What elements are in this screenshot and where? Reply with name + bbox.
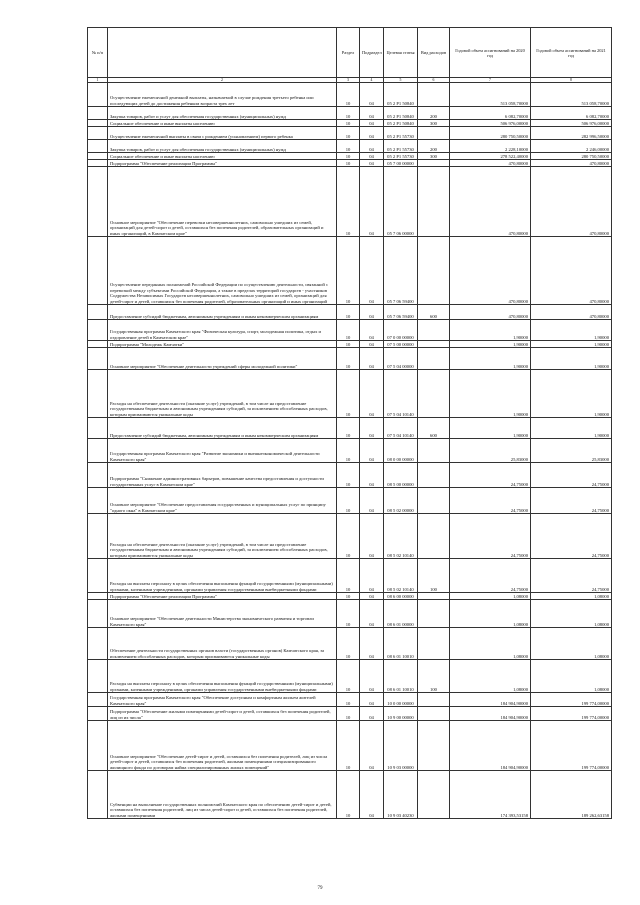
- item-name-cell: Субвенции на выполнение государственных полномочий Камчатского края по обеспечению детей-сирот и детей, оставшихся без попечения родителей, лиц из числа детей-сирот и детей, оставшихся без попечения родителей, жилыми помещениями: [108, 771, 337, 819]
- amount-2020-cell: 1,90000: [450, 341, 531, 348]
- table-row: [88, 418, 612, 439]
- amount-2020-cell: 1,08000: [450, 593, 531, 600]
- expense-type-cell: [418, 83, 450, 107]
- amount-2020-cell: 1,90000: [450, 348, 531, 370]
- article-cell: 08 5 02 00000: [384, 488, 418, 514]
- expense-type-cell: [418, 488, 450, 514]
- budget-table: [87, 27, 612, 819]
- amount-2021-cell: 282 996,50000: [531, 127, 612, 140]
- article-cell: 08 5 02 10140: [384, 559, 418, 593]
- item-name-cell: Расходы на обеспечение деятельности (оказание услуг) учреждений, в том числе на предоставление государственным бюджетным и автономным учреждениям субсидий, за исключением обособленных расходов, которым присваиваются уникальные коды: [108, 514, 337, 559]
- table-row: [88, 593, 612, 600]
- section-cell: 10: [337, 153, 360, 160]
- section-cell: 10: [337, 439, 360, 463]
- amount-2020-cell: 1,08000: [450, 628, 531, 660]
- expense-type-cell: [418, 439, 450, 463]
- row-number-cell: [88, 83, 108, 107]
- subsection-cell: 04: [360, 127, 384, 140]
- expense-type-cell: 200: [418, 107, 450, 120]
- expense-type-cell: [418, 370, 450, 418]
- subsection-cell: 04: [360, 693, 384, 707]
- row-number-cell: [88, 320, 108, 341]
- section-cell: 10: [337, 167, 360, 237]
- section-cell: 10: [337, 593, 360, 600]
- article-cell: 07 5 04 10140: [384, 370, 418, 418]
- item-name-cell: Расходы на выплаты персоналу в целях обеспечения выполнения функций государственными (муниципальными) органами, казенными учреждениями, органами управления государственными внебюджетными фондами: [108, 559, 337, 593]
- header-2021: Годовой объем ассигнований на 2021 год: [531, 28, 612, 78]
- expense-type-cell: [418, 721, 450, 771]
- table-row: [88, 140, 612, 153]
- amount-2021-cell: 280 750,50000: [531, 153, 612, 160]
- amount-2020-cell: 184 904,90000: [450, 721, 531, 771]
- col-number: 3: [337, 78, 360, 83]
- amount-2020-cell: 470,80000: [450, 160, 531, 167]
- table-row: [88, 439, 612, 463]
- amount-2021-cell: 1,90000: [531, 418, 612, 439]
- subsection-cell: 04: [360, 488, 384, 514]
- section-cell: 10: [337, 418, 360, 439]
- article-cell: 07 5 04 10140: [384, 418, 418, 439]
- amount-2021-cell: 1,08000: [531, 628, 612, 660]
- section-cell: 10: [337, 628, 360, 660]
- header-section: Раздел: [337, 28, 360, 78]
- expense-type-cell: [418, 160, 450, 167]
- expense-type-cell: [418, 693, 450, 707]
- expense-type-cell: [418, 707, 450, 721]
- section-cell: 10: [337, 127, 360, 140]
- table-row: [88, 107, 612, 120]
- amount-2020-cell: 25,83000: [450, 439, 531, 463]
- article-cell: 10 9 03 40230: [384, 771, 418, 819]
- amount-2020-cell: 24,75000: [450, 488, 531, 514]
- expense-type-cell: [418, 348, 450, 370]
- section-cell: 10: [337, 693, 360, 707]
- col-number: 4: [360, 78, 384, 83]
- section-cell: 10: [337, 83, 360, 107]
- amount-2021-cell: 1,90000: [531, 341, 612, 348]
- section-cell: 10: [337, 320, 360, 341]
- header-row: [88, 28, 612, 78]
- item-name-cell: Основное мероприятие "Обеспечение деятельности учреждений сферы молодежной политики": [108, 348, 337, 370]
- amount-2021-cell: 24,75000: [531, 488, 612, 514]
- amount-2020-cell: 24,75000: [450, 514, 531, 559]
- amount-2021-cell: 189 262,63158: [531, 771, 612, 819]
- expense-type-cell: 600: [418, 418, 450, 439]
- item-name-cell: Социальное обеспечение и иные выплаты населению: [108, 153, 337, 160]
- expense-type-cell: 200: [418, 140, 450, 153]
- item-name-cell: Закупка товаров, работ и услуг для обеспечения государственных (муниципальных) нужд: [108, 107, 337, 120]
- item-name-cell: Основное мероприятие "Обеспечение перевозки несовершеннолетних, самовольно ушедших из семей, организаций для детей-сирот и детей, оставшихся без попечения родителей, образовательных организаций и иных организаций, в Камчатском крае": [108, 167, 337, 237]
- amount-2021-cell: 1,08000: [531, 660, 612, 693]
- expense-type-cell: [418, 320, 450, 341]
- subsection-cell: 04: [360, 120, 384, 127]
- row-number-cell: [88, 305, 108, 320]
- col-number: 6: [418, 78, 450, 83]
- amount-2020-cell: 470,80000: [450, 167, 531, 237]
- item-name-cell: Государственная программа Камчатского края "Обеспечение доступным и комфортным жильем жителей Камчатского края": [108, 693, 337, 707]
- subsection-cell: 04: [360, 320, 384, 341]
- amount-2020-cell: 513 058,70000: [450, 83, 531, 107]
- amount-2020-cell: 24,75000: [450, 463, 531, 488]
- table-row: [88, 514, 612, 559]
- article-cell: 10 0 00 00000: [384, 693, 418, 707]
- header-num: № п/п: [88, 28, 108, 78]
- item-name-cell: Подпрограмма "Обеспечение реализации Программы": [108, 160, 337, 167]
- amount-2021-cell: 506 976,00000: [531, 120, 612, 127]
- amount-2020-cell: 1,08000: [450, 660, 531, 693]
- item-name-cell: Подпрограмма "Снижение административных барьеров, повышение качества предоставления и доступности государственных услуг в Камчатском крае": [108, 463, 337, 488]
- amount-2020-cell: 1,08000: [450, 600, 531, 628]
- header-name: [108, 28, 337, 78]
- row-number-cell: [88, 127, 108, 140]
- subsection-cell: 04: [360, 628, 384, 660]
- section-cell: 10: [337, 107, 360, 120]
- section-cell: 10: [337, 341, 360, 348]
- expense-type-cell: [418, 600, 450, 628]
- subsection-cell: 04: [360, 370, 384, 418]
- subsection-cell: 04: [360, 237, 384, 305]
- amount-2020-cell: 184 904,90000: [450, 707, 531, 721]
- item-name-cell: Предоставление субсидий бюджетным, автономным учреждениям и иным некоммерческим организациям: [108, 418, 337, 439]
- amount-2021-cell: 1,90000: [531, 370, 612, 418]
- subsection-cell: 04: [360, 160, 384, 167]
- amount-2021-cell: 6 082,70000: [531, 107, 612, 120]
- row-number-cell: [88, 660, 108, 693]
- amount-2021-cell: 199 774,00000: [531, 721, 612, 771]
- article-cell: 08 6 01 00000: [384, 600, 418, 628]
- section-cell: 10: [337, 348, 360, 370]
- amount-2020-cell: 280 750,50000: [450, 127, 531, 140]
- table-row: [88, 628, 612, 660]
- amount-2021-cell: 470,80000: [531, 160, 612, 167]
- amount-2020-cell: 174 393,53158: [450, 771, 531, 819]
- table-row: [88, 693, 612, 707]
- item-name-cell: Закупка товаров, работ и услуг для обеспечения государственных (муниципальных) нужд: [108, 140, 337, 153]
- col-number: 7: [450, 78, 531, 83]
- row-number-cell: [88, 120, 108, 127]
- table-row: [88, 600, 612, 628]
- amount-2021-cell: 470,80000: [531, 237, 612, 305]
- section-cell: 10: [337, 707, 360, 721]
- article-cell: 08 6 01 10010: [384, 660, 418, 693]
- item-name-cell: Расходы на обеспечение деятельности (оказание услуг) учреждений, в том числе на предоставление государственным бюджетным и автономным учреждениям субсидий, за исключением обособленных расходов, которым присваиваются уникальные коды: [108, 370, 337, 418]
- table-body: [88, 83, 612, 819]
- article-cell: 08 0 00 00000: [384, 439, 418, 463]
- subsection-cell: 04: [360, 707, 384, 721]
- section-cell: 10: [337, 660, 360, 693]
- article-cell: 10 9 00 00000: [384, 707, 418, 721]
- subsection-cell: 04: [360, 305, 384, 320]
- row-number-cell: [88, 439, 108, 463]
- row-number-cell: [88, 160, 108, 167]
- amount-2021-cell: 1,90000: [531, 320, 612, 341]
- row-number-cell: [88, 418, 108, 439]
- row-number-cell: [88, 771, 108, 819]
- article-cell: 05 2 P1 55730: [384, 127, 418, 140]
- article-cell: 08 5 00 00000: [384, 463, 418, 488]
- item-name-cell: Основное мероприятие "Обеспечение предоставления государственных и муниципальных услуг по принципу "одного окна" в Камчатском крае": [108, 488, 337, 514]
- section-cell: 10: [337, 160, 360, 167]
- expense-type-cell: 600: [418, 305, 450, 320]
- table-row: [88, 120, 612, 127]
- amount-2020-cell: 6 082,70000: [450, 107, 531, 120]
- amount-2020-cell: 1,90000: [450, 418, 531, 439]
- row-number-cell: [88, 593, 108, 600]
- row-number-cell: [88, 341, 108, 348]
- subsection-cell: 04: [360, 153, 384, 160]
- expense-type-cell: 300: [418, 120, 450, 127]
- table-row: [88, 127, 612, 140]
- amount-2020-cell: 470,80000: [450, 237, 531, 305]
- subsection-cell: 04: [360, 721, 384, 771]
- item-name-cell: Социальное обеспечение и иные выплаты населению: [108, 120, 337, 127]
- item-name-cell: Расходы на выплаты персоналу в целях обеспечения выполнения функций государственными (муниципальными) органами, казенными учреждениями, органами управления государственными внебюджетными фондами: [108, 660, 337, 693]
- subsection-cell: 04: [360, 341, 384, 348]
- section-cell: 10: [337, 771, 360, 819]
- amount-2021-cell: 1,90000: [531, 348, 612, 370]
- item-name-cell: Подпрограмма "Обеспечение реализации Программы": [108, 593, 337, 600]
- amount-2020-cell: 1,90000: [450, 370, 531, 418]
- section-cell: 10: [337, 488, 360, 514]
- item-name-cell: Государственная программа Камчатского края "Физическая культура, спорт, молодежная политика, отдых и оздоровление детей в Камчатском крае": [108, 320, 337, 341]
- article-cell: 05 2 P1 50840: [384, 107, 418, 120]
- table-row: [88, 771, 612, 819]
- item-name-cell: Подпрограмма "Молодежь Камчатки": [108, 341, 337, 348]
- row-number-cell: [88, 693, 108, 707]
- item-name-cell: Государственная программа Камчатского края "Развитие экономики и внешнеэкономической деятельности Камчатского края": [108, 439, 337, 463]
- article-cell: 07 5 04 00000: [384, 348, 418, 370]
- expense-type-cell: [418, 341, 450, 348]
- item-name-cell: Основное мероприятие "Обеспечение деятельности Министерства экономического развития и торговли Камчатского края": [108, 600, 337, 628]
- expense-type-cell: [418, 514, 450, 559]
- row-number-cell: [88, 140, 108, 153]
- section-cell: 10: [337, 514, 360, 559]
- section-cell: 10: [337, 600, 360, 628]
- amount-2021-cell: 25,83000: [531, 439, 612, 463]
- article-cell: 07 0 00 00000: [384, 320, 418, 341]
- item-name-cell: Предоставление субсидий бюджетным, автономным учреждениям и иным некоммерческим организациям: [108, 305, 337, 320]
- row-number-cell: [88, 370, 108, 418]
- subsection-cell: 04: [360, 418, 384, 439]
- table-row: [88, 348, 612, 370]
- row-number-cell: [88, 348, 108, 370]
- row-number-cell: [88, 107, 108, 120]
- expense-type-cell: [418, 127, 450, 140]
- section-cell: 10: [337, 120, 360, 127]
- subsection-cell: 04: [360, 439, 384, 463]
- article-cell: 05 7 00 00000: [384, 160, 418, 167]
- article-cell: 08 6 01 10010: [384, 628, 418, 660]
- row-number-cell: [88, 488, 108, 514]
- col-number: 8: [531, 78, 612, 83]
- table-row: [88, 160, 612, 167]
- table-row: [88, 488, 612, 514]
- article-cell: 05 2 P1 50840: [384, 120, 418, 127]
- table-row: [88, 660, 612, 693]
- amount-2020-cell: 24,75000: [450, 559, 531, 593]
- subsection-cell: 04: [360, 600, 384, 628]
- amount-2020-cell: 2 228,10000: [450, 140, 531, 153]
- row-number-cell: [88, 153, 108, 160]
- amount-2021-cell: 470,80000: [531, 305, 612, 320]
- subsection-cell: 04: [360, 593, 384, 600]
- row-number-cell: [88, 237, 108, 305]
- col-number: 2: [108, 78, 337, 83]
- expense-type-cell: 300: [418, 153, 450, 160]
- section-cell: 10: [337, 140, 360, 153]
- article-cell: 07 5 00 00000: [384, 341, 418, 348]
- expense-type-cell: [418, 628, 450, 660]
- header-expense-type: Вид расходов: [418, 28, 450, 78]
- table-row: [88, 320, 612, 341]
- row-number-cell: [88, 167, 108, 237]
- table-row: [88, 167, 612, 237]
- table-row: [88, 341, 612, 348]
- section-cell: 10: [337, 237, 360, 305]
- col-number: 1: [88, 78, 108, 83]
- row-number-cell: [88, 600, 108, 628]
- subsection-cell: 04: [360, 559, 384, 593]
- amount-2021-cell: 24,75000: [531, 559, 612, 593]
- amount-2020-cell: 278 522,40000: [450, 153, 531, 160]
- article-cell: 08 6 00 00000: [384, 593, 418, 600]
- expense-type-cell: 100: [418, 660, 450, 693]
- subsection-cell: 04: [360, 771, 384, 819]
- article-cell: 05 7 06 00000: [384, 167, 418, 237]
- section-cell: 10: [337, 305, 360, 320]
- amount-2021-cell: 2 246,00000: [531, 140, 612, 153]
- article-cell: 08 5 02 10140: [384, 514, 418, 559]
- expense-type-cell: [418, 593, 450, 600]
- row-number-cell: [88, 514, 108, 559]
- amount-2021-cell: 24,75000: [531, 514, 612, 559]
- row-number-cell: [88, 463, 108, 488]
- expense-type-cell: 100: [418, 559, 450, 593]
- table-row: [88, 370, 612, 418]
- amount-2021-cell: 1,08000: [531, 593, 612, 600]
- subsection-cell: 04: [360, 83, 384, 107]
- article-cell: 10 9 03 00000: [384, 721, 418, 771]
- subsection-cell: 04: [360, 167, 384, 237]
- item-name-cell: Основное мероприятие "Обеспечение детей-сирот и детей, оставшихся без попечения родителей, лиц из числа детей-сирот и детей, оставшихся без попечения родителей, жилыми помещениями специализированного жилищного фонда по договорам найма специализированных жилых помещений": [108, 721, 337, 771]
- item-name-cell: Подпрограмма "Обеспечение жилыми помещениями детей-сирот и детей, оставшихся без попечения родителей, лиц из их числа": [108, 707, 337, 721]
- row-number-cell: [88, 721, 108, 771]
- amount-2021-cell: 1,08000: [531, 600, 612, 628]
- section-cell: 10: [337, 559, 360, 593]
- header-article: Целевая статья: [384, 28, 418, 78]
- subsection-cell: 04: [360, 348, 384, 370]
- subsection-cell: 04: [360, 140, 384, 153]
- article-cell: 05 2 P1 55730: [384, 153, 418, 160]
- item-name-cell: Осуществление ежемесячной выплаты в связи с рождением (усыновлением) первого ребенка: [108, 127, 337, 140]
- table-row: [88, 463, 612, 488]
- table-row: [88, 707, 612, 721]
- article-cell: 05 7 06 59400: [384, 305, 418, 320]
- article-cell: 05 2 P1 50840: [384, 83, 418, 107]
- amount-2021-cell: 470,80000: [531, 167, 612, 237]
- header-2020: Годовой объем ассигнований на 2020 год: [450, 28, 531, 78]
- row-number-cell: [88, 559, 108, 593]
- section-cell: 10: [337, 463, 360, 488]
- table-row: [88, 305, 612, 320]
- row-number-cell: [88, 707, 108, 721]
- table-row: [88, 559, 612, 593]
- table-row: [88, 83, 612, 107]
- table-row: [88, 153, 612, 160]
- article-cell: 05 7 06 59400: [384, 237, 418, 305]
- amount-2021-cell: 513 058,70000: [531, 83, 612, 107]
- row-number-cell: [88, 628, 108, 660]
- subsection-cell: 04: [360, 514, 384, 559]
- subsection-cell: 04: [360, 463, 384, 488]
- col-number: 5: [384, 78, 418, 83]
- amount-2021-cell: 199 774,00000: [531, 707, 612, 721]
- item-name-cell: Осуществление переданных полномочий Российской Федерации по осуществлению деятельности, связанной с перевозкой между субъектами Российской Федерации, а также в пределах территорий государств - участников Содружества Независимых Государств несовершеннолетних, самовольно ушедших из семей, организаций для детей-сирот и детей, оставшихся без попечения родителей, образовательных организаций и иных организаций: [108, 237, 337, 305]
- subsection-cell: 04: [360, 660, 384, 693]
- page-number: 79: [317, 886, 323, 891]
- item-name-cell: Осуществление ежемесячной денежной выплаты, назначаемой в случае рождения третьего ребенка или последующих детей до достижения ребенком возраста трех лет: [108, 83, 337, 107]
- expense-type-cell: [418, 771, 450, 819]
- amount-2021-cell: 24,75000: [531, 463, 612, 488]
- expense-type-cell: [418, 463, 450, 488]
- article-cell: 05 2 P1 55730: [384, 140, 418, 153]
- section-cell: 10: [337, 721, 360, 771]
- expense-type-cell: [418, 167, 450, 237]
- table-row: [88, 721, 612, 771]
- amount-2021-cell: 199 774,00000: [531, 693, 612, 707]
- amount-2020-cell: 184 904,90000: [450, 693, 531, 707]
- amount-2020-cell: 1,90000: [450, 320, 531, 341]
- section-cell: 10: [337, 370, 360, 418]
- subsection-cell: 04: [360, 107, 384, 120]
- header-subsection: Подраздел: [360, 28, 384, 78]
- amount-2020-cell: 506 976,00000: [450, 120, 531, 127]
- table-row: [88, 237, 612, 305]
- item-name-cell: Обеспечение деятельности государственных органов власти (государственных органов) Камчатского края, за исключением обособленных расходов, которым присваиваются уникальные коды: [108, 628, 337, 660]
- amount-2020-cell: 470,80000: [450, 305, 531, 320]
- expense-type-cell: [418, 237, 450, 305]
